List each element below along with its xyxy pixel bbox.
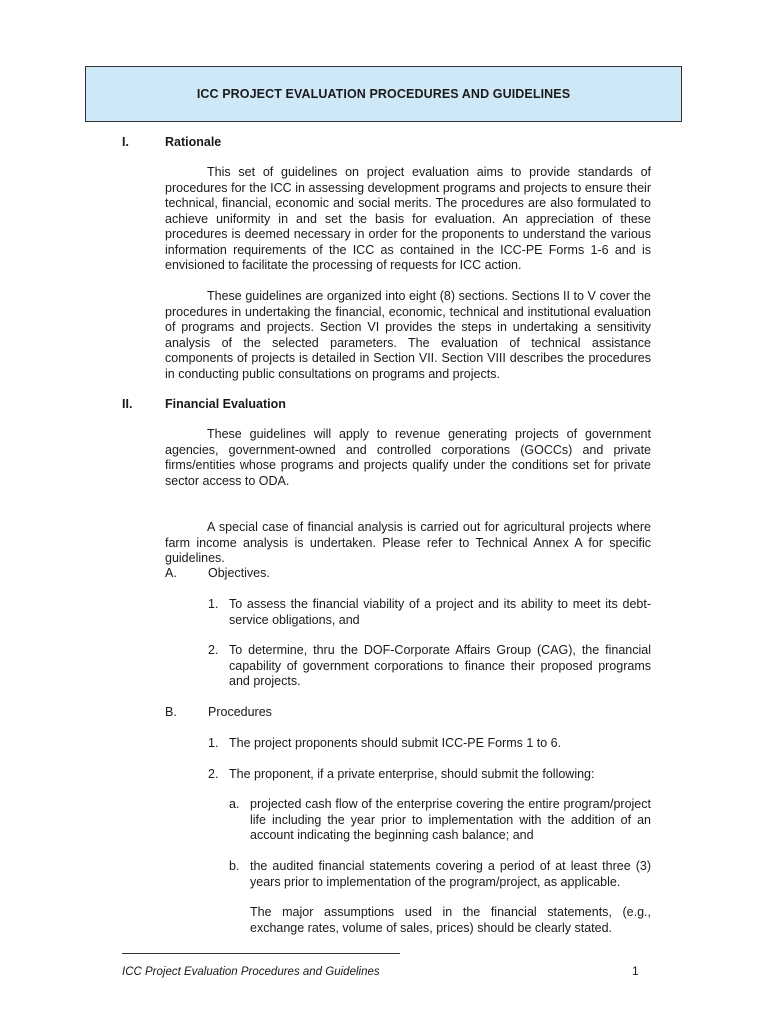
sub-item-letter: a. [229,797,240,811]
section-number: II. [122,397,133,411]
sub-item: projected cash flow of the enterprise covering the entire program/project life including the year prior to implementation with the addition of an account indicating the beginning cash balance; and [250,797,651,842]
objective-item: To determine, thru the DOF-Corporate Affairs Group (CAG), the financial capability of government corporations to finance their proposed programs and projects. [229,643,651,688]
financial-paragraph-1: These guidelines will apply to revenue generating projects of government agencies, government-owned and controlled corporations (GOCCs) and private firms/entities whose programs and projects qualify under the conditions set for private sector access to ODA. [165,427,651,488]
financial-paragraph-2: A special case of financial analysis is carried out for agricultural projects where farm income analysis is undertaken. Please refer to Technical Annex A for specific guidelines. [165,520,651,565]
subsection-title-objectives: Objectives. [208,566,270,580]
rationale-paragraph-2: These guidelines are organized into eight (8) sections. Sections II to V cover the procedures in undertaking the financial, economic, technical and institutional evaluation of programs and projects. Section VI provides the steps in undertaking a sensitivity analysis of the selected parameters. The evaluation of technical assistance components of projects is detailed in Section VII. Section VIII describes the procedures in conducting public consultations on programs and projects. [165,289,651,381]
section-title-financial-evaluation: Financial Evaluation [165,397,286,411]
list-item-number: 2. [208,643,219,657]
sub-item: the audited financial statements covering a period of at least three (3) years prior to implementation of the program/project, as applicable. [250,859,651,889]
sub-item-note: The major assumptions used in the financial statements, (e.g., exchange rates, volume of sales, prices) should be clearly stated. [250,905,651,935]
page-number: 1 [632,964,639,978]
sub-item-letter: b. [229,859,240,873]
list-item-number: 1. [208,736,219,750]
subsection-letter: B. [165,705,177,719]
list-item-number: 2. [208,767,219,781]
objective-item: To assess the financial viability of a project and its ability to meet its debt-service obligations, and [229,597,651,627]
procedure-item: The project proponents should submit ICC-PE Forms 1 to 6. [229,736,562,750]
section-number: I. [122,135,129,149]
list-item-number: 1. [208,597,219,611]
subsection-letter: A. [165,566,177,580]
section-title-rationale: Rationale [165,135,222,149]
document-title: ICC PROJECT EVALUATION PROCEDURES AND GUIDELINES [196,87,571,101]
footer-divider [122,953,400,954]
document-title-box [85,66,682,122]
footer-title: ICC Project Evaluation Procedures and Guidelines [122,966,380,978]
subsection-title-procedures: Procedures [208,705,272,719]
rationale-paragraph-1: This set of guidelines on project evaluation aims to provide standards of procedures for the ICC in assessing development programs and projects to ensure their technical, financial, economic and social merits. The procedures are also formulated to achieve uniformity in and set the basis for evaluation. An appreciation of these procedures is deemed necessary in order for the proponents to understand the various information requirements of the ICC as contained in the ICC-PE Forms 1-6 and is envisioned to facilitate the processing of requests for ICC action. [165,165,651,272]
procedure-item: The proponent, if a private enterprise, should submit the following: [229,767,595,781]
